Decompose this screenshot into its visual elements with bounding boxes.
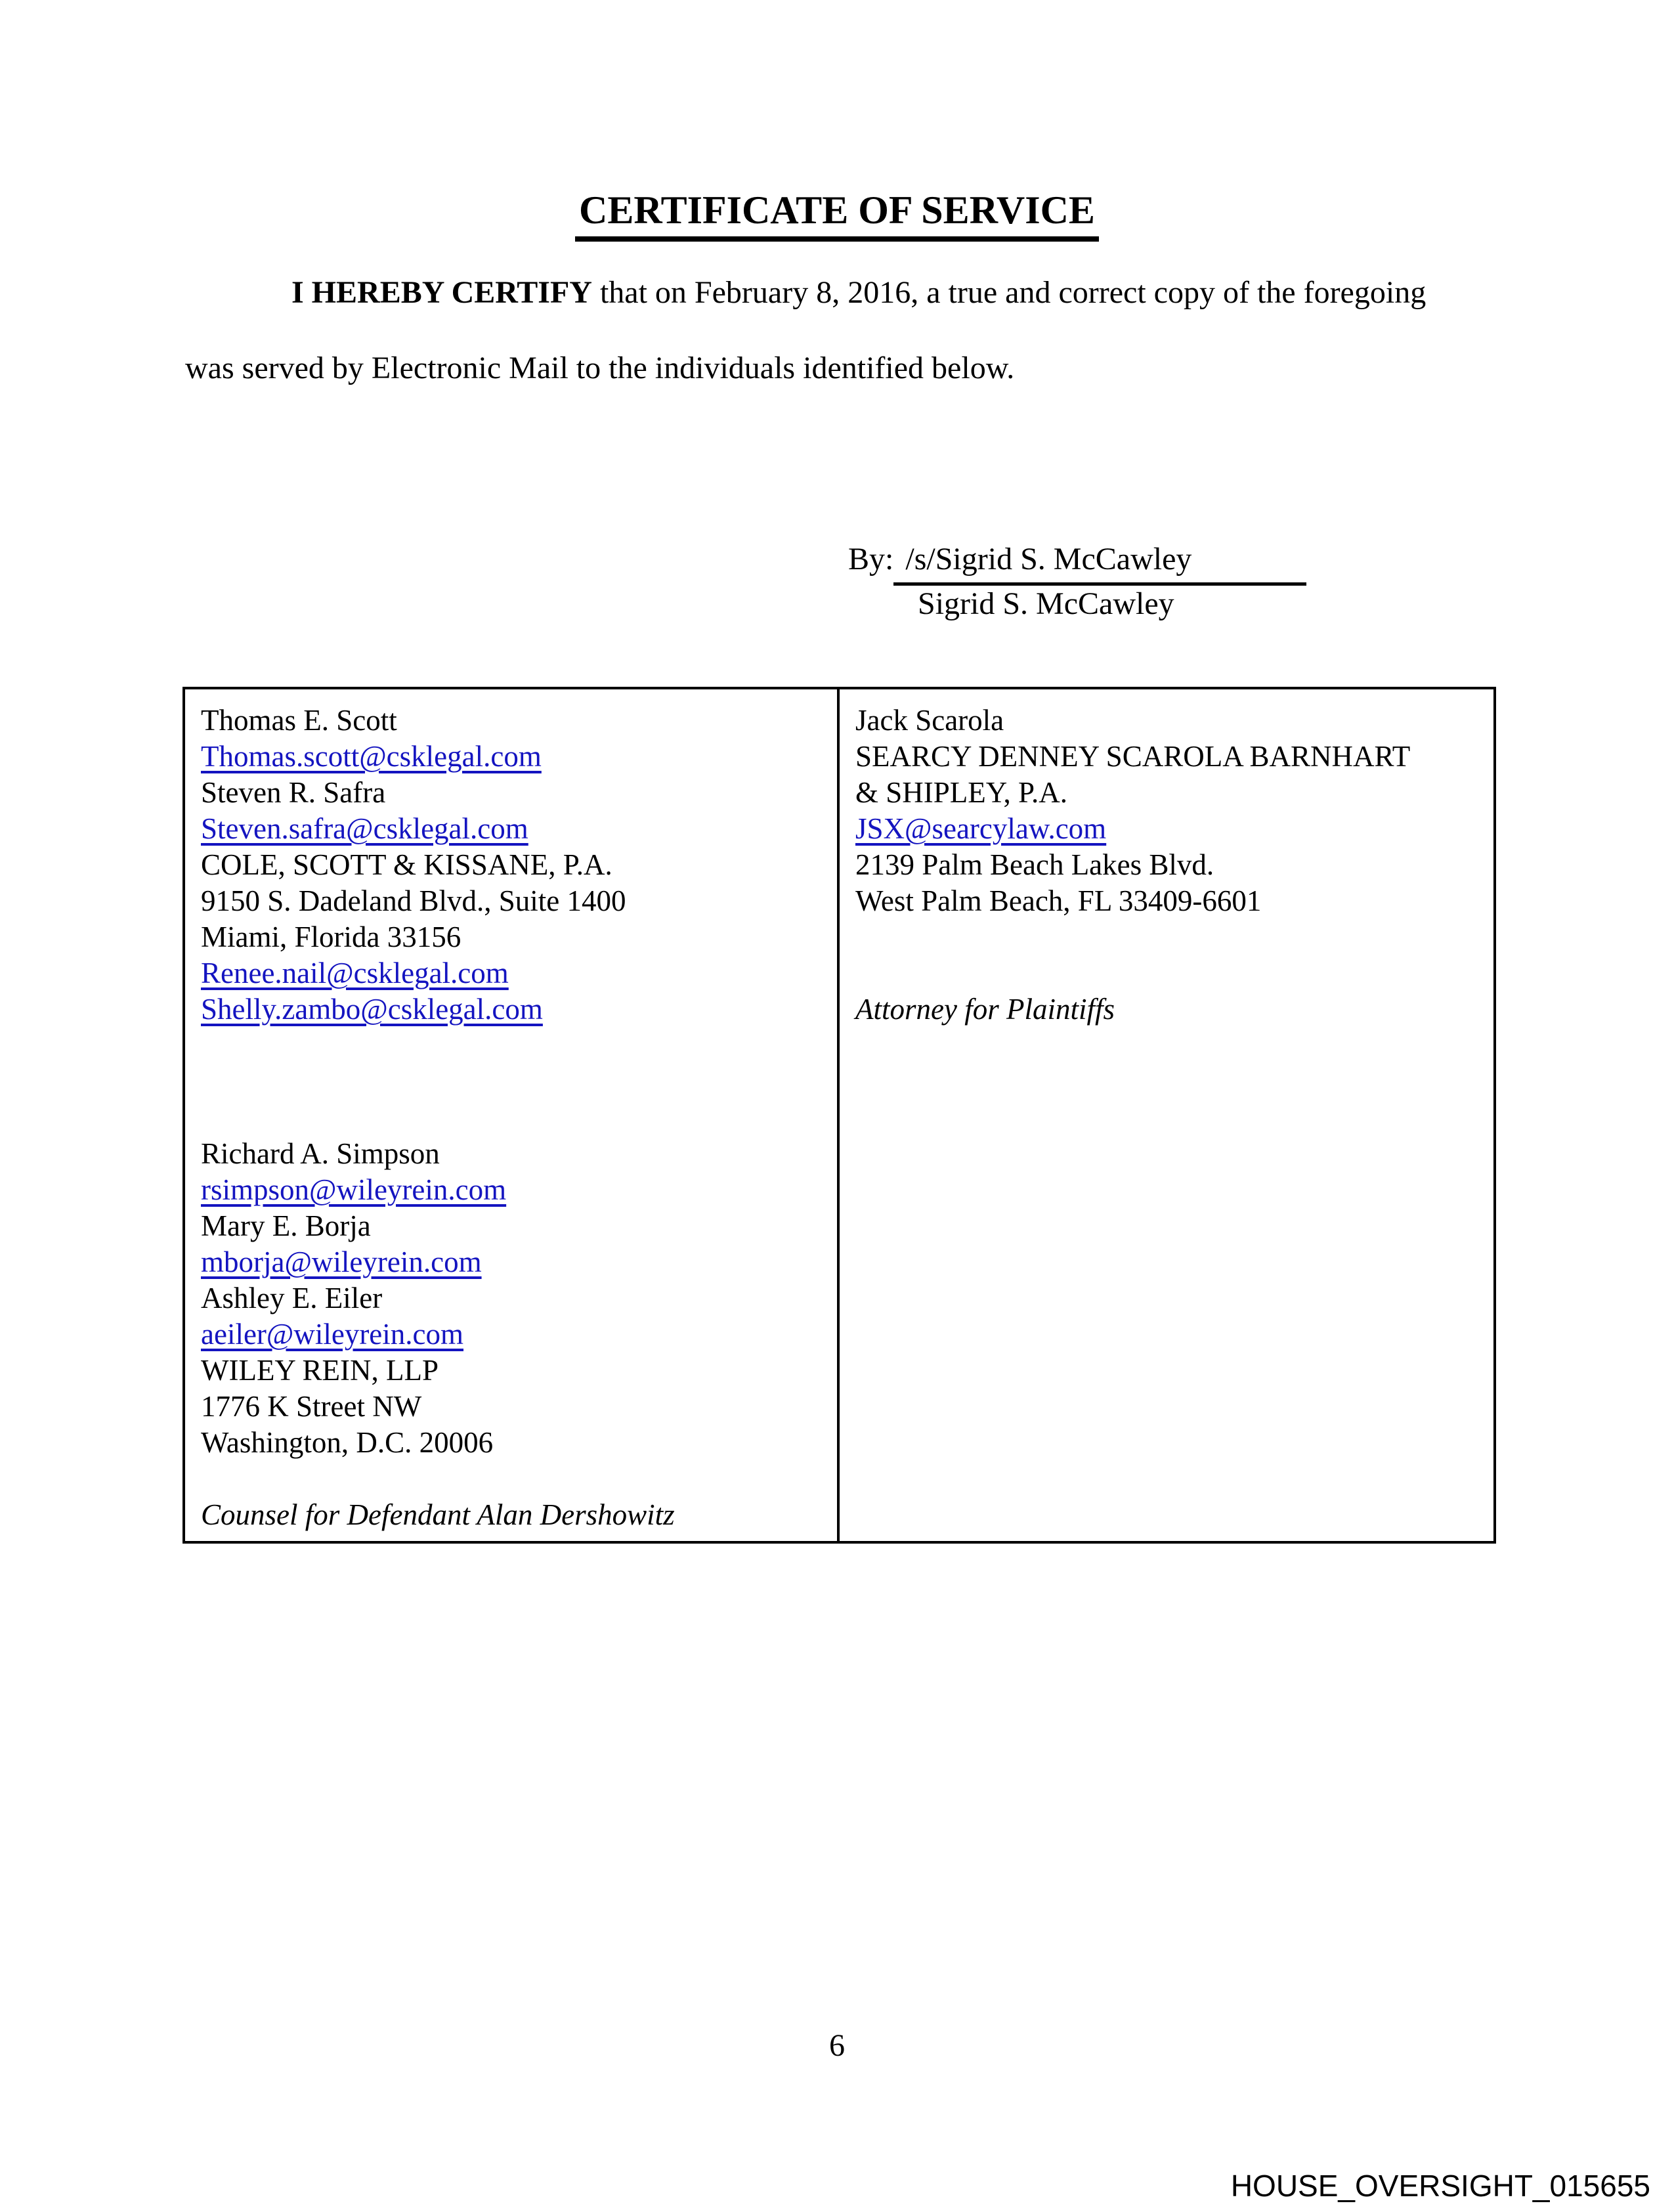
certify-paragraph-line-2: was served by Electronic Mail to the individuals identified below. — [185, 351, 1015, 385]
blank-line — [201, 1100, 821, 1136]
contact-line: Washington, D.C. 20006 — [201, 1426, 494, 1459]
email-link[interactable]: JSX@searcylaw.com — [855, 812, 1107, 845]
blank-line — [855, 955, 1478, 991]
contact-line: West Palm Beach, FL 33409-6601 — [855, 884, 1262, 917]
signature-printed-name: Sigrid S. McCawley — [918, 586, 1174, 621]
contact-line: Thomas E. Scott — [201, 704, 397, 737]
email-link[interactable]: Thomas.scott@csklegal.com — [201, 740, 542, 773]
blank-line — [201, 1028, 821, 1064]
contact-line: Mary E. Borja — [201, 1209, 371, 1242]
email-link[interactable]: Renee.nail@csklegal.com — [201, 957, 509, 989]
signature-signed-name: /s/Sigrid S. McCawley — [893, 541, 1306, 586]
email-link[interactable]: Shelly.zambo@csklegal.com — [201, 993, 543, 1026]
contact-line: Ashley E. Eiler — [201, 1282, 383, 1314]
email-line — [201, 1172, 821, 1208]
blank-line — [201, 1461, 821, 1497]
bates-number: HOUSE_OVERSIGHT_015655 — [1230, 2169, 1650, 2203]
email-line — [201, 1244, 821, 1280]
contact-line: Jack Scarola — [855, 704, 1004, 737]
blank-line — [201, 1064, 821, 1100]
contact-line: COLE, SCOTT & KISSANE, P.A. — [201, 848, 612, 881]
email-line — [201, 739, 821, 775]
certify-phrase-rest: that on February 8, 2016, a true and correct copy of the foregoing — [591, 275, 1427, 310]
document-title: CERTIFICATE OF SERVICE — [575, 189, 1099, 242]
email-line — [855, 811, 1478, 847]
service-table — [182, 687, 1496, 1544]
email-line — [201, 955, 821, 991]
role-line: Attorney for Plaintiffs — [855, 993, 1115, 1026]
service-table-right-cell — [840, 689, 1493, 1541]
contact-line: SEARCY DENNEY SCAROLA BARNHART — [855, 740, 1411, 773]
contact-line: WILEY REIN, LLP — [201, 1354, 439, 1387]
email-link[interactable]: rsimpson@wileyrein.com — [201, 1173, 507, 1206]
signature-by-line — [848, 541, 1306, 586]
contact-line: Miami, Florida 33156 — [201, 921, 461, 953]
page-number: 6 — [829, 2028, 845, 2063]
email-line — [201, 1316, 821, 1353]
signature-by-label: By: — [848, 542, 894, 576]
role-line: Counsel for Defendant Alan Dershowitz — [201, 1498, 675, 1531]
email-line — [201, 991, 821, 1028]
email-link[interactable]: aeiler@wileyrein.com — [201, 1318, 464, 1351]
email-link[interactable]: Steven.safra@csklegal.com — [201, 812, 528, 845]
contact-line: 2139 Palm Beach Lakes Blvd. — [855, 848, 1214, 881]
blank-line — [855, 919, 1478, 955]
email-line — [201, 811, 821, 847]
title-wrap — [0, 189, 1674, 242]
contact-line: Richard A. Simpson — [201, 1137, 440, 1170]
contact-line: & SHIPLEY, P.A. — [855, 776, 1067, 809]
contact-line: Steven R. Safra — [201, 776, 386, 809]
service-table-left-cell — [185, 689, 840, 1541]
certify-paragraph-line-1 — [291, 274, 1426, 311]
contact-line: 1776 K Street NW — [201, 1390, 422, 1423]
contact-line: 9150 S. Dadeland Blvd., Suite 1400 — [201, 884, 626, 917]
certify-phrase-bold: I HEREBY CERTIFY — [291, 275, 592, 310]
email-link[interactable]: mborja@wileyrein.com — [201, 1246, 482, 1278]
